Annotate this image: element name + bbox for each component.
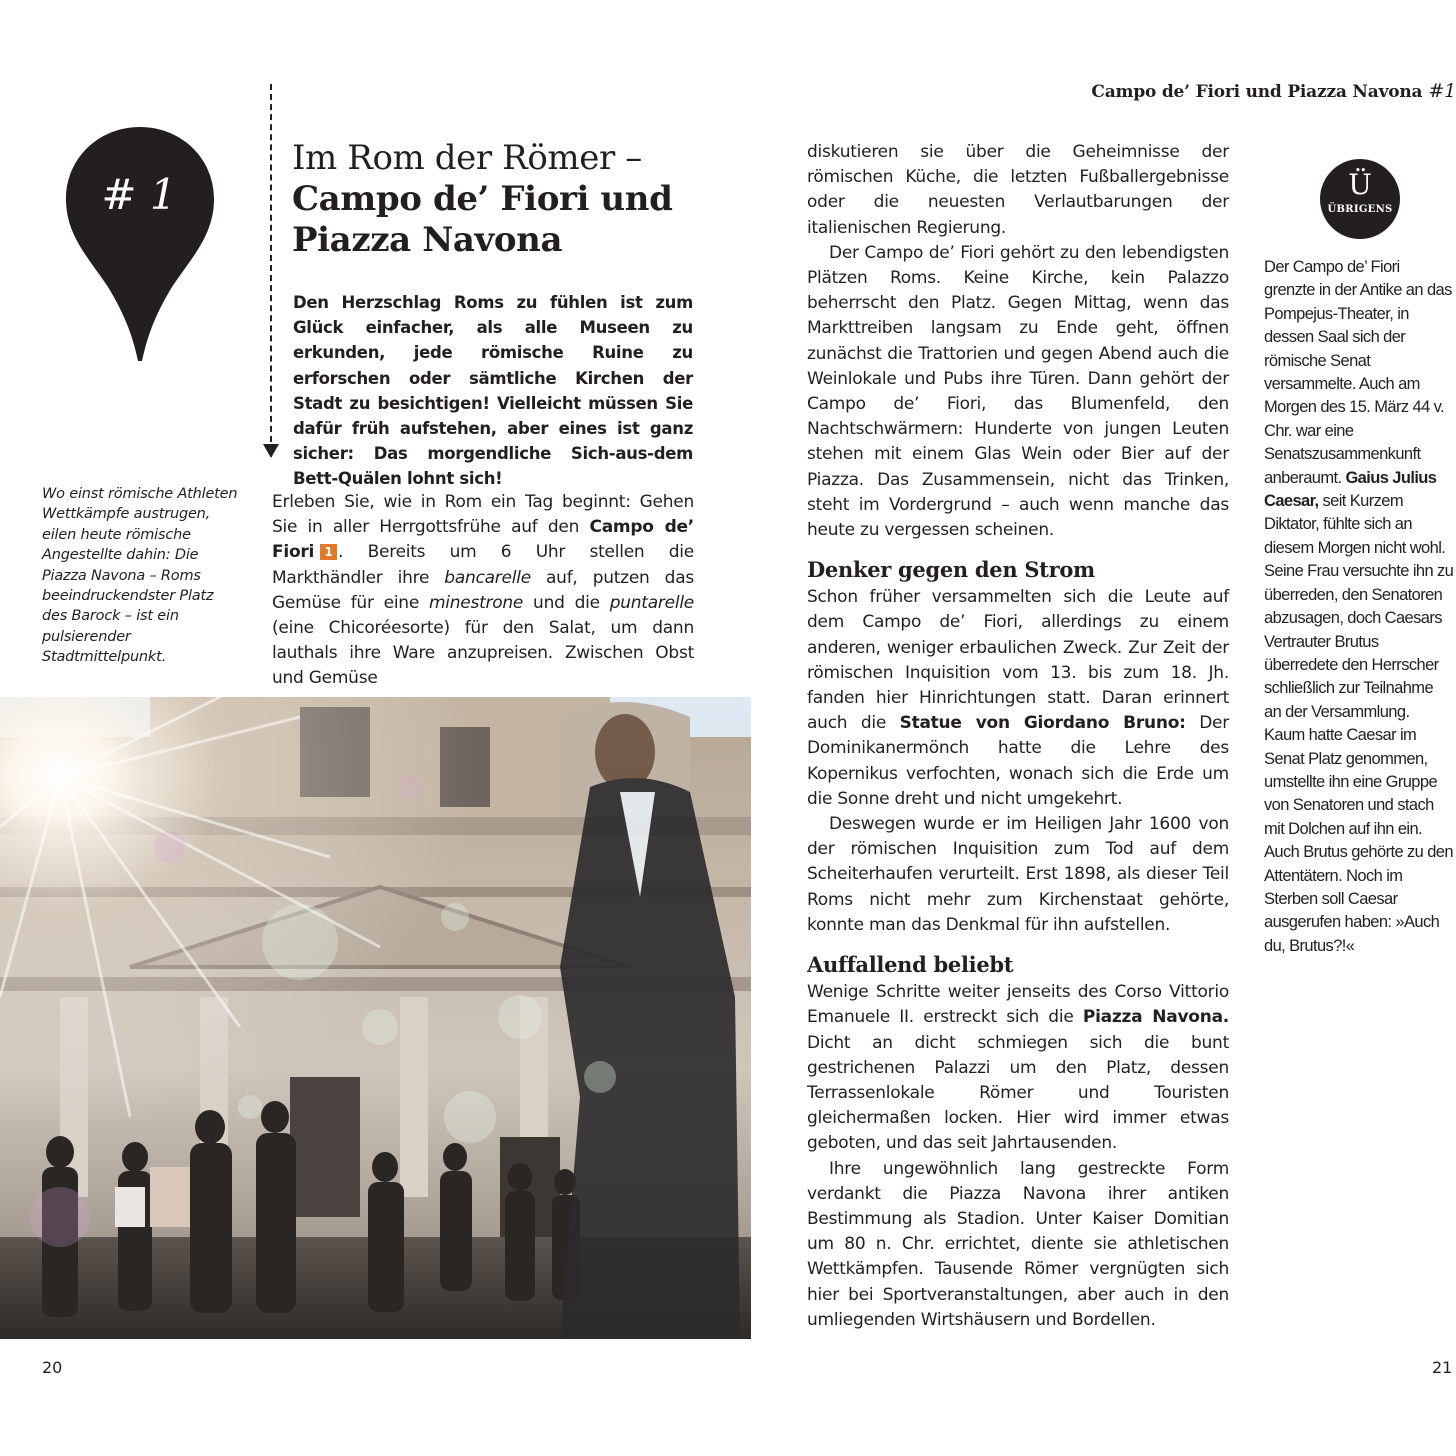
bold-term: Gaius Julius Caesar, xyxy=(1264,468,1437,511)
title-line-3: Piazza Navona xyxy=(292,220,563,260)
photo-caption: Wo einst römische Athleten Wettkämpfe austrugen, eilen heute römische Angestellte dahin: Die Piazza Navona – Roms beeindruckendster Platz des Barock – ist ein pulsierender Stadtmittelpunkt. xyxy=(42,486,238,666)
text-run: Wenige Schritte weiter jenseits des Corso Vittorio Emanuele II. erstreckt sich die xyxy=(807,982,1229,1028)
text-run: Der Campo de’ Fiori grenzte in der Antike an das Pompejus-Theater, in dessen Saal sich der römische Senat versammelte. Auch am Morgen des 15. März 44 v. Chr. war eine Senatszusammenkunft anberaumt. xyxy=(1264,258,1452,487)
body-paragraph xyxy=(807,980,1229,1156)
text-run: Schon früher versammelten sich die Leute auf dem Campo de’ Fiori, allerdings zu einem anderen, weniger erbaulichen Zweck. Zur Zeit der römischen Inquisition vom 13. bis zum 18. Jh. fanden hier Hinrichtungen statt. Daran erinnert auch die xyxy=(807,587,1229,734)
bold-term: Statue von Giordano Bruno: xyxy=(899,713,1186,734)
text-run: Erleben Sie, wie in Rom ein Tag beginnt: Gehen Sie in aller Herrgottsfrühe auf den xyxy=(272,492,694,538)
section-heading: Denker gegen den Strom xyxy=(807,557,1095,583)
italic-term: minestrone xyxy=(428,592,524,613)
side-note xyxy=(1264,256,1454,958)
text-run: Der Dominikanermönch hatte die Lehre des Kopernikus verfochten, wonach sich die Erde um die Sonne dreht und nicht umgekehrt. xyxy=(807,713,1229,809)
text-run: auf, putzen das Gemüse für eine xyxy=(272,567,694,613)
text-run: und die xyxy=(523,592,610,613)
body-paragraph: Der Campo de’ Fiori gehört zu den lebendigsten Plätzen Roms. Keine Kirche, kein Palazzo beherrscht den Platz. Gegen Mittag, wenn das Markttreiben langsam zu Ende geht, öffnen zunächst die Trattorien und gegen Abend auch die Weinlokale und Pubs ihre Türen. Dann gehört der Campo de’ Fiori, das Blumenfeld, den Nachtschwärmern: Hunderte von jungen Leuten stehen mit einem Glas Wein oder Bier auf der Piazza. Das Zusammensein, nicht das Trinken, steht im Vordergrund – auch wenn manche das heute zu vergessen scheinen. xyxy=(807,242,1229,541)
running-header xyxy=(996,80,1456,102)
map-marker-badge: 1 xyxy=(320,544,337,560)
bold-term: Piazza Navona. xyxy=(1082,1007,1229,1028)
body-paragraph xyxy=(272,490,694,692)
text-run: . Bereits um 6 Uhr stellen die Markthändler ihre xyxy=(272,542,694,588)
italic-term: bancarelle xyxy=(444,567,531,588)
dashed-guide-line xyxy=(270,84,272,452)
body-paragraph: Ihre ungewöhnlich lang gestreckte Form verdankt die Piazza Navona ihrer antiken Bestimmung als Stadion. Unter Kaiser Domitian um 80 n. Chr. errichtet, diente sie athletischen Wettkämpfen. Tausende Römer vergnügten sich hier bei Sportveranstaltungen, aber auch in den umliegenden Wirtshäusern und Bordellen. xyxy=(807,1158,1229,1330)
body-paragraph xyxy=(807,585,1229,812)
text-run: Dicht an dicht schmiegen sich die bunt gestrichenen Palazzi um den Platz, dessen Terrassenlokale Römer und Touristen gleichermaßen locken. Hier wird immer etwas geboten, und das seit Jahrtausenden. xyxy=(807,1032,1229,1154)
text-run: (eine Chicoréesorte) für den Salat, um dann lauthals ihre Ware anzupreisen. Zwischen Obst und Gemüse xyxy=(272,618,694,689)
bold-term: Campo de’ Fiori xyxy=(272,517,694,563)
body-paragraph: Deswegen wurde er im Heiligen Jahr 1600 von der römischen Inquisition zum Tod auf dem Scheiterhaufen verurteilt. Erst 1898, als dieser Teil Roms nicht mehr zum Kirchenstaat gehörte, konnte man das Denkmal für ihn aufstellen. xyxy=(807,814,1229,935)
arrow-down-icon xyxy=(263,444,279,458)
title-line-1: Im Rom der Römer – xyxy=(292,138,642,178)
italic-term: puntarelle xyxy=(609,592,694,613)
lead-paragraph: Den Herzschlag Roms zu fühlen ist zum Glück einfacher, als alle Museen zu erkunden, jede römische Ruine zu erforschen oder sämtliche Kirchen der Stadt zu besichtigen! Vielleicht müssen Sie dafür früh aufstehen, aber eines ist ganz sicher: Das morgendliche Sich-aus-dem Bett-Quälen lohnt sich! xyxy=(293,293,693,489)
running-header-title: Campo de’ Fiori und Piazza Navona xyxy=(1091,82,1423,102)
body-column-2 xyxy=(807,140,1229,1333)
page-number-right: 21 xyxy=(1432,1358,1453,1377)
section-heading: Auffallend beliebt xyxy=(807,952,1014,978)
uebrigens-badge xyxy=(1320,159,1400,239)
badge-letter: Ü xyxy=(1348,168,1372,201)
marker-number: # 1 xyxy=(101,170,177,219)
body-paragraph: diskutieren sie über die Geheimnisse der römischen Küche, die letzten Fußballergebnisse oder die neuesten Verlautbarungen der italienischen Regierung. xyxy=(807,142,1229,238)
running-header-number: #1 xyxy=(1428,80,1456,102)
map-pin-icon xyxy=(66,127,214,362)
page-title xyxy=(292,138,712,261)
text-run: seit Kurzem Diktator, fühlte sich an diesem Morgen nicht wohl. Seine Frau versuchte ihn zu überreden, den Senatoren abzusagen, doch Caesars Vertrauter Brutus überredete den Herrscher schließlich zur Teilnahme an der Versammlung. Kaum hatte Caesar im Senat Platz genommen, umstellte ihn eine Gruppe von Senatoren und stach mit Dolchen auf ihn ein. Auch Brutus gehörte zu den Attentätern. Noch im Sterben soll Caesar ausgerufen haben: »Auch du, Brutus?!« xyxy=(1264,492,1454,955)
page-number-left: 20 xyxy=(42,1358,63,1377)
body-column-1 xyxy=(272,490,694,692)
piazza-navona-photo xyxy=(0,697,751,1339)
badge-word: ÜBRIGENS xyxy=(1327,204,1393,215)
title-line-2: Campo de’ Fiori und xyxy=(292,179,673,219)
